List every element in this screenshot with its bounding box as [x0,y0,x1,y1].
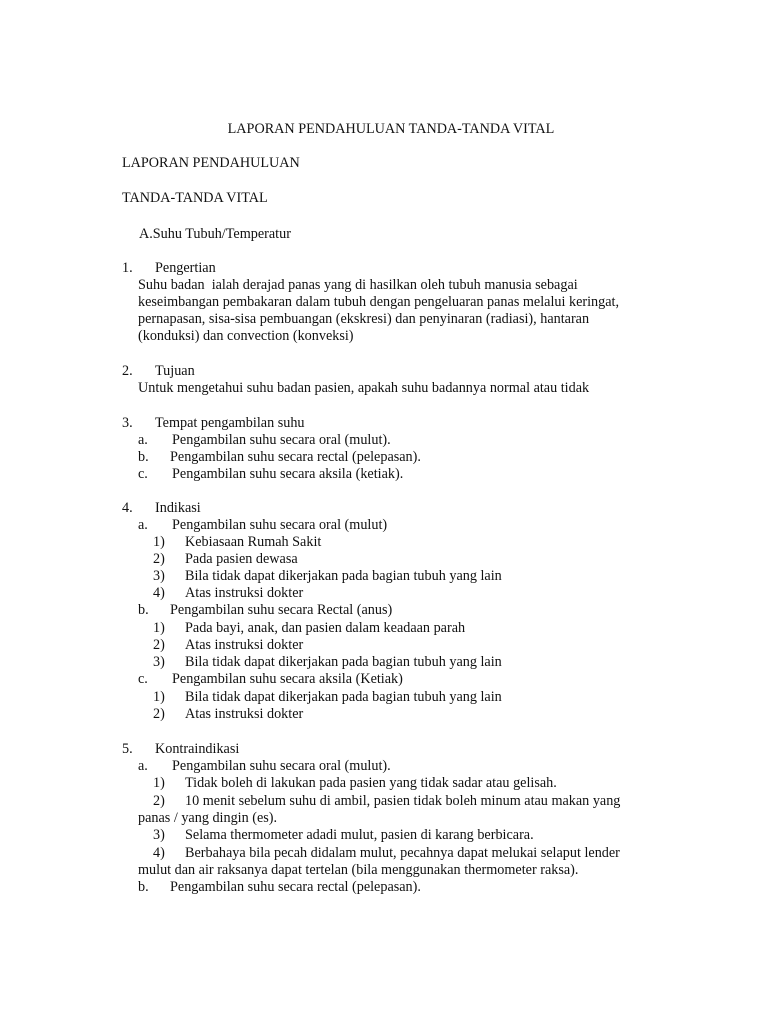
section-a-heading: A.Suhu Tubuh/Temperatur [139,226,291,242]
paragraph-line: pernapasan, sisa-sisa pembuangan (ekskresi) dan penyinaran (radiasi), hantaran [138,311,590,327]
list-marker: c. [138,466,148,482]
section-3-number: 3. [122,415,133,431]
list-item: Pengambilan suhu secara aksila (ketiak). [172,466,404,482]
sublist-item: Bila tidak dapat dikerjakan pada bagian tubuh yang lain [185,689,502,705]
sublist-item: Pada pasien dewasa [185,551,298,567]
sublist-marker: 2) [153,637,165,653]
section-3-title: Tempat pengambilan suhu [155,415,305,431]
sublist-continuation: panas / yang dingin (es). [138,810,278,826]
sublist-marker: 2) [153,706,165,722]
list-marker: a. [138,517,148,533]
sublist-marker: 4) [153,585,165,601]
paragraph-line: keseimbangan pembakaran dalam tubuh dengan pengeluaran panas melalui keringat, [138,294,620,310]
sublist-marker: 1) [153,775,165,791]
sublist-item: Berbahaya bila pecah didalam mulut, pecahnya dapat melukai selaput lender [185,845,620,861]
list-marker: a. [138,432,148,448]
sublist-item: Atas instruksi dokter [185,637,304,653]
section-1-number: 1. [122,260,133,276]
list-item: Pengambilan suhu secara aksila (Ketiak) [172,671,403,687]
sublist-marker: 3) [153,654,165,670]
sublist-marker: 3) [153,568,165,584]
list-item: Pengambilan suhu secara rectal (pelepasan). [170,879,421,895]
sublist-item: Kebiasaan Rumah Sakit [185,534,322,550]
sublist-item: Bila tidak dapat dikerjakan pada bagian tubuh yang lain [185,568,502,584]
list-marker: a. [138,758,148,774]
section-2-title: Tujuan [155,363,195,379]
paragraph-line: (konduksi) dan convection (konveksi) [138,328,354,344]
sublist-item: Selama thermometer adadi mulut, pasien di karang berbicara. [185,827,534,843]
sublist-marker: 1) [153,689,165,705]
list-item: Pengambilan suhu secara oral (mulut). [172,432,391,448]
sublist-item: 10 menit sebelum suhu di ambil, pasien tidak boleh minum atau makan yang [185,793,621,809]
section-4-number: 4. [122,500,133,516]
list-marker: b. [138,602,149,618]
section-1-title: Pengertian [155,260,216,276]
sublist-marker: 1) [153,534,165,550]
section-5-number: 5. [122,741,133,757]
sublist-marker: 3) [153,827,165,843]
list-item: Pengambilan suhu secara rectal (pelepasan). [170,449,421,465]
section-5-title: Kontraindikasi [155,741,240,757]
list-item: Pengambilan suhu secara Rectal (anus) [170,602,393,618]
list-item: Pengambilan suhu secara oral (mulut). [172,758,391,774]
sublist-item: Tidak boleh di lakukan pada pasien yang tidak sadar atau gelisah. [185,775,557,791]
sublist-marker: 2) [153,793,165,809]
paragraph-line: Untuk mengetahui suhu badan pasien, apakah suhu badannya normal atau tidak [138,380,590,396]
sublist-marker: 4) [153,845,165,861]
section-2-number: 2. [122,363,133,379]
sublist-marker: 2) [153,551,165,567]
sublist-marker: 1) [153,620,165,636]
list-marker: b. [138,449,149,465]
section-4-title: Indikasi [155,500,201,516]
heading-laporan: LAPORAN PENDAHULUAN [122,155,300,171]
heading-tanda-vital: TANDA-TANDA VITAL [122,190,268,206]
paragraph-line: Suhu badan ialah derajad panas yang di hasilkan oleh tubuh manusia sebagai [138,277,578,293]
sublist-item: Pada bayi, anak, dan pasien dalam keadaan parah [185,620,466,636]
sublist-item: Atas instruksi dokter [185,585,304,601]
sublist-item: Atas instruksi dokter [185,706,304,722]
list-item: Pengambilan suhu secara oral (mulut) [172,517,388,533]
list-marker: b. [138,879,149,895]
list-marker: c. [138,671,148,687]
sublist-continuation: mulut dan air raksanya dapat tertelan (bila menggunakan thermometer raksa). [138,862,579,878]
sublist-item: Bila tidak dapat dikerjakan pada bagian tubuh yang lain [185,654,502,670]
document-title: LAPORAN PENDAHULUAN TANDA-TANDA VITAL [227,121,555,137]
